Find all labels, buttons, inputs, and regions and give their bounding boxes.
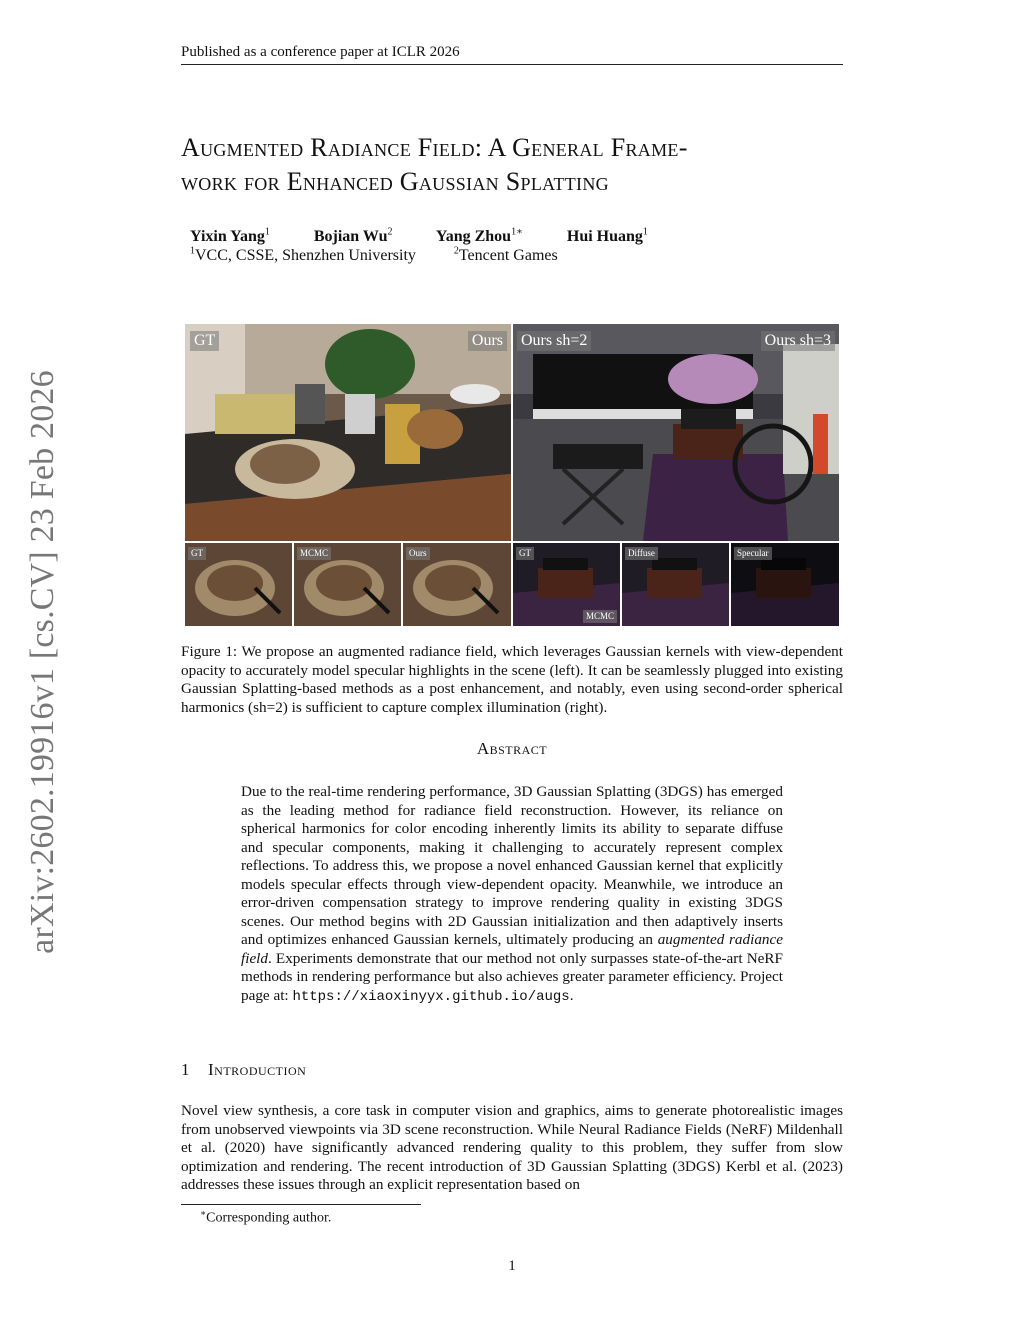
- thumb-label: Specular: [734, 547, 772, 560]
- kitchen-scene-image: [185, 324, 511, 541]
- kitchen-illustration: [185, 324, 511, 541]
- figure-caption: Figure 1: We propose an augmented radiance field, which leverages Gaussian kernels with view-dependent opacity to accurately model specular highlights in the scene (left). It can be seamlessly plugged into existing Gaussian Splatting-based methods as a post enhancement, and notably, even using second-order spherical harmonics (sh=2) is sufficient to capture complex illumination (right).: [181, 643, 843, 716]
- abstract-heading: Abstract: [476, 739, 548, 758]
- affiliation: $^2$Tencent Games: [453, 246, 558, 265]
- kitchen-gt-thumb: [185, 543, 292, 626]
- author-list: [190, 227, 688, 246]
- bonsai-scene-image: [513, 324, 839, 541]
- footnote: ∗Corresponding author.: [200, 1208, 332, 1226]
- author: Bojian Wu$^2$: [313, 227, 393, 246]
- bonsai-illustration: [513, 324, 839, 541]
- footnote-rule: [181, 1204, 421, 1205]
- kitchen-ours-thumb: [403, 543, 511, 626]
- mcmc-thumb-label: MCMC: [583, 610, 617, 623]
- author: Yang Zhou$^{1∗}$: [435, 227, 523, 246]
- author: Yixin Yang$^1$: [190, 227, 270, 246]
- gt-label: GT: [190, 331, 219, 351]
- title-line-1: Augmented Radiance Field: A General Frame-: [181, 133, 688, 162]
- bonsai-diffuse-thumb: [622, 543, 729, 626]
- affiliations: [190, 246, 592, 265]
- page-number: 1: [508, 1258, 516, 1274]
- abstract-body: Due to the real-time rendering performance, 3D Gaussian Splatting (3DGS) has emerged as the leading method for radiance field reconstruction. However, its reliance on spherical harmonics for color encoding inherently limits its ability to separate diffuse and specular components, making it challenging to accurately represent complex reflections. To address this, we propose a novel enhanced Gaussian kernel that explicitly models specular effects through view-dependent opacity. Meanwhile, we introduce an error-driven compensation strategy to improve rendering quality in existing 3DGS scenes. Our method begins with 2D Gaussian initialization and then adaptively inserts and optimizes enhanced Gaussian kernels, ultimately producing an augmented radiance field. Experiments demonstrate that our method not only surpasses state-of-the-art NeRF methods in rendering performance but also achieves greater parameter efficiency. Project page at: https://xiaoxinyyx.github.io/augs.: [241, 783, 784, 1005]
- running-header: Published as a conference paper at ICLR 2026: [181, 44, 843, 65]
- paper-title: [181, 131, 861, 199]
- intro-paragraph: Novel view synthesis, a core task in computer vision and graphics, aims to generate photorealistic images from unobserved viewpoints via 3D scene reconstruction. While Neural Radiance Fields (NeRF) Mildenhall et al. (2020) have significantly advanced rendering quality to this problem, they suffer from slow optimization and rendering. The recent introduction of 3D Gaussian Splatting (3DGS) Kerbl et al. (2023) addresses these issues through an explicit representation based on: [181, 1102, 843, 1193]
- arxiv-stamp: arXiv:2602.19916v1 [cs.CV] 23 Feb 2026: [24, 370, 61, 954]
- thumb-label: GT: [188, 547, 206, 560]
- thumb-label: GT: [516, 547, 534, 560]
- ours-sh3-label: Ours sh=3: [761, 331, 835, 351]
- project-link[interactable]: https://xiaoxinyyx.github.io/augs: [292, 988, 570, 1005]
- author: Hui Huang$^1$: [566, 227, 648, 246]
- section-heading: 1 Introduction: [181, 1060, 307, 1079]
- thumb-label: MCMC: [297, 547, 331, 560]
- teaser-figure: [185, 324, 839, 626]
- bonsai-specular-thumb: [731, 543, 839, 626]
- ours-label: Ours: [468, 331, 507, 351]
- ours-sh2-label: Ours sh=2: [517, 331, 591, 351]
- kitchen-mcmc-thumb: [294, 543, 401, 626]
- bonsai-gt-thumb: [513, 543, 620, 626]
- title-line-2: work for Enhanced Gaussian Splatting: [181, 167, 609, 196]
- thumb-label: Diffuse: [625, 547, 658, 560]
- affiliation: $^1$VCC, CSSE, Shenzhen University: [190, 246, 416, 265]
- thumb-label: Ours: [406, 547, 430, 560]
